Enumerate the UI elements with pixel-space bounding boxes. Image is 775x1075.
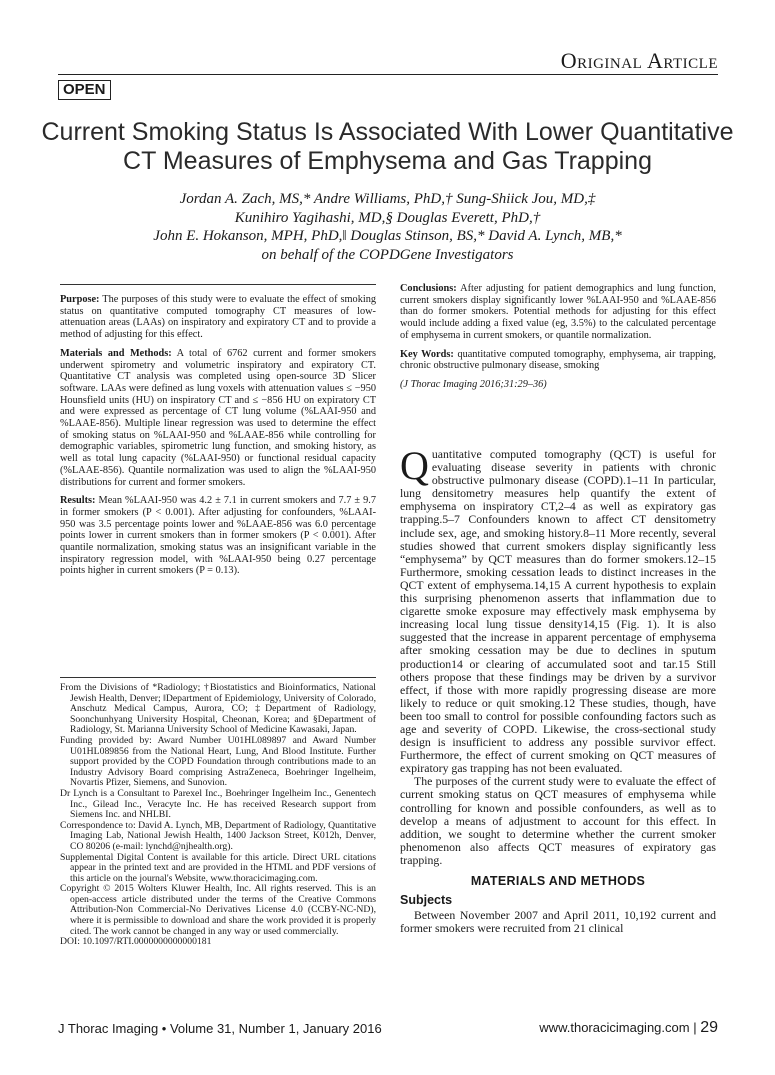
page-number: 29 [700,1019,718,1036]
header-rule [58,74,718,75]
abstract-methods [60,348,376,488]
note-item: Supplemental Digital Content is available for this article. Direct URL citations appear in the printed text and are provided in the HTML and PDF versions of this article on the journal's Website, www.thoracicimaging.com. [60,851,376,884]
drop-cap: Q [400,443,429,488]
note-item: Copyright © 2015 Wolters Kluwer Health, Inc. All rights reserved. This is an open-access article distributed under the terms of the Creative Commons Attribution-Non Commercial-No Derivatives License 4.0 (CCBY-NC-ND), where it is permissible to download and share the work provided it is properly cited. The work cannot be changed in any way or used commercially. [60,883,376,937]
abstract-label: Purpose: [60,294,100,305]
footer-separator: | [693,1020,701,1035]
abstract-text: Mean %LAAI-950 was 4.2 ± 7.1 in current smokers and 7.7 ± 9.7 in former smokers (P < 0.001). After adjusting for confounders, %LAAI-950 was 3.5 percentage points lower and %LAAE-856 was 6.0 percentage points lower in current smokers than in former smokers (P < 0.001). After quantile normalization, smoking status was an insignificant variable in the inspiratory regression model, with %LAAI-950 being 0.27 percentage points higher in current smokers (P = 0.13). [60,495,377,577]
author-line: John E. Hokanson, MPH, PhD,‖ Douglas Stinson, BS,* David A. Lynch, MB,* [153,228,622,244]
author-line: on behalf of the COPDGene Investigators [261,246,514,263]
paragraph-text: uantitative computed tomography (QCT) is useful for evaluating disease severity in patients with chronic obstructive pulmonary disease (COPD).1–11 In particular, lung densitometry measures help quantify the extent of emphysema on inspiratory CT,2–4 as well as expiratory gas trapping.5–7 Confounders known to affect CT densitometry include sex, age, and smoking history.8–11 More recently, several studies showed that current smokers display significantly less “emphysema” by QCT measures than do former smokers.12–15 Furthermore, smoking cessation leads to distinct increases in the QCT extent of emphysema.14,15 A current hypothesis to explain this surprising phenomenon asserts that inflammation due to cigarette smoke exposure may effectively mask emphysema by increasing local lung tissue density14,15 (Fig. 1). It is also suggested that the increase in apparent percentage of emphysema after smoking cessation may be due to declines in sputum production14 or clearing of accumulated soot and tar.15 Still others propose that these findings may be driven by a survivor effect, if those with more rapidly progressing disease are more likely to reduce or quit smoking.12 These studies, though, have been too small to control for possible confounding factors such as age and severity of COPD. Likewise, the cross-sectional study design is insufficient to address any possible survivor effect. Furthermore, the effect of current smoking on QCT measures of expiratory gas trapping has not been evaluated. [400,447,716,776]
note-item: Funding provided by: Award Number U01HL089897 and Award Number U01HL089856 from the National Heart, Lung, And Blood Institute. Further support provided by the COPD Foundation through contributions made to an Industry Advisory Board comprising AstraZeneca, Boehringer Ingelheim, Novartis Pfizer, Siemens, and Sunovion. [60,734,376,789]
footer-right [539,1019,718,1037]
abstract-text: A total of 6762 current and former smokers underwent spirometry and volumetric inspiratory and expiratory CT. Quantitative CT analysis was completed using open-source 3D Slicer software. LAAs were defined as lung voxels with attenuation values ≤ −950 Hounsfield units (HU) on inspiratory CT and ≤ −856 HU on expiratory CT and were expressed as percentage of CT lung volume (%LAAI-950 and %LAAE-856). Multiple linear regression was used to determine the effect of smoking status on %LAAI-950 and %LAAE-856 while controlling for demographic variables, spirometric lung function, and smoking history, as well as total lung capacity (%LAAI-950) or functional residual capacity (%LAAE-856). Quantile normalization was used to align the %LAAI-950 distributions for current and former smokers. [60,347,376,488]
note-item: Correspondence to: David A. Lynch, MB, Department of Radiology, Quantitative Imaging Lab, National Jewish Health, 1400 Jackson Street, K012h, Denver, CO 80206 (e-mail: lynchd@njhealth.org). [60,819,376,852]
abstract-text: quantitative computed tomography, emphysema, air trapping, chronic obstructive pulmonary disease, smoking [400,348,716,372]
abstract-text: The purposes of this study were to evaluate the effect of smoking status on quantitative computed tomography CT measures of low-attenuation areas (LAAs) on inspiratory and expiratory CT and to provide a method of adjusting for this effect. [60,294,376,341]
abstract-label: Key Words: [400,348,454,360]
abstract-label: Results: [60,495,96,507]
abstract-label: Conclusions: [400,283,457,294]
abstract-label: Materials and Methods: [60,347,172,359]
article-title: Current Smoking Status Is Associated With Lower Quantitative CT Measures of Emphysema and Gas Trapping [41,118,734,175]
notes-rule [60,677,376,678]
body-column [400,443,716,936]
open-access-badge: OPEN [58,80,111,100]
abstract-left-column [60,294,376,584]
author-line: Kunihiro Yagihashi, MD,§ Douglas Everett, PhD,† [234,209,541,226]
section-heading: MATERIALS AND METHODS [470,874,646,888]
abstract-results [60,495,376,577]
abstract-purpose [60,294,376,341]
doi: DOI: 10.1097/RTI.0000000000000181 [60,936,212,948]
intro-paragraph: The purposes of the current study were to evaluate the effect of current smoking status on QCT measures of emphysema while controlling for known and possible confounders, as well as to develop a means of adjustment to account for this effect. In addition, we sought to determine whether the current smoker phenomenon also affects QCT measures of expiratory gas trapping. [400,774,716,867]
abstract-text: After adjusting for patient demographics and lung function, current smokers display significantly lower %LAAI-950 and %LAAE-856 than do former smokers. Potential methods for adjusting for this effect would include adding a fixed value (eg, 3.5%) to the calculated percentage of emphysema in current smokers, or quantile normalization. [400,283,716,341]
abstract-keywords [400,349,716,372]
subsection-heading: Subjects [400,893,453,908]
note-item: Dr Lynch is a Consultant to Parexel Inc., Boehringer Ingelheim Inc., Genentech Inc., Gilead Inc., Veracyte Inc. He has received Research support from Siemens Inc. and NHLBI. [60,787,376,821]
intro-paragraph [400,443,716,776]
author-line: Jordan A. Zach, MS,* Andre Williams, PhD,† Sung-Shiick Jou, MD,‡ [179,191,596,207]
subjects-paragraph: Between November 2007 and April 2011, 10,192 current and former smokers were recruited from 21 clinical [400,908,716,936]
affiliation-notes [60,683,376,948]
note-item: From the Divisions of *Radiology; †Biostatistics and Bioinformatics, National Jewish Health, Denver; ‖Department of Epidemiology, University of Colorado, Anschutz Medical Campus, Aurora, CO; ‡Department of Radiology, Soonchunhyang University Hospital, Cheonan, Korea; and §Department of Radiology, St. Marianna University School of Medicine Kawasaki, Japan. [60,682,376,736]
footer-website: www.thoracicimaging.com [539,1020,690,1035]
abstract-top-rule [60,284,376,285]
abstract-conclusions [400,283,716,342]
footer-journal: J Thorac Imaging • Volume 31, Number 1, January 2016 [58,1021,382,1036]
citation: (J Thorac Imaging 2016;31:29–36) [400,378,547,390]
section-label: Original Article [560,48,718,73]
author-list [80,190,695,264]
abstract-right-column [400,283,716,398]
